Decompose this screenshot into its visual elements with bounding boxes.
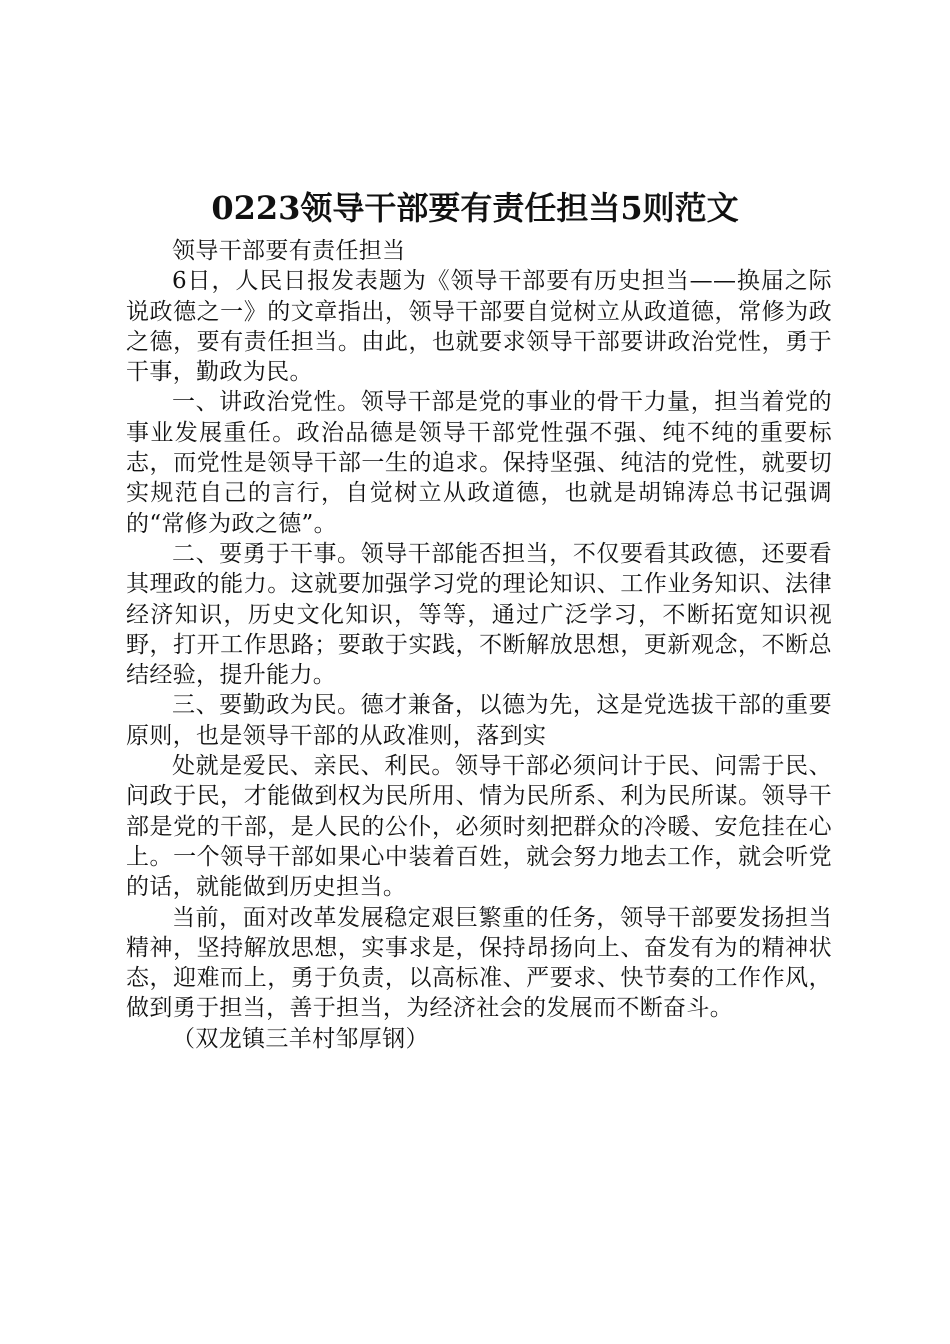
paragraph-point-three-continued: 处就是爱民、亲民、利民。领导干部必须问计于民、问需于民、问政于民，才能做到权为民所用、情为民所系、利为民所谋。领导干部是党的干部，是人民的公仆，必须时刻把群众的冷暖、安危挂在心上。一个领导干部如果心中装着百姓，就会努力地去工作，就会听党的话，就能做到历史担当。 [126, 753, 832, 901]
paragraph-subtitle: 领导干部要有责任担当 [172, 238, 406, 264]
paragraph-conclusion: 当前，面对改革发展稳定艰巨繁重的任务，领导干部要发扬担当精神，坚持解放思想，实事求是，保持昂扬向上、奋发有为的精神状态，迎难而上，勇于负责，以高标准、严要求、快节奏的工作作风，做到勇于担当，善于担当，为经济社会的发展而不断奋斗。 [126, 904, 832, 1022]
paragraph-point-three: 三、要勤政为民。德才兼备，以德为先，这是党选拔干部的重要原则，也是领导干部的从政准则，落到实 [126, 692, 832, 749]
paragraph-author: （双龙镇三羊村邹厚钢） [172, 1025, 429, 1052]
paragraph-intro: 6日，人民日报发表题为《领导干部要有历史担当——换届之际说政德之一》的文章指出，领导干部要自觉树立从政道德，常修为政之德，要有责任担当。由此，也就要求领导干部要讲政治党性，勇于干事，勤政为民。 [126, 268, 832, 386]
document-title: 0223领导干部要有责任担当5则范文 [211, 189, 739, 227]
paragraph-point-one: 一、讲政治党性。领导干部是党的事业的骨干力量，担当着党的事业发展重任。政治品德是领导干部党性强不强、纯不纯的重要标志，而党性是领导干部一生的追求。保持坚强、纯洁的党性，就要切实规范自己的言行，自觉树立从政道德，也就是胡锦涛总书记强调的“常修为政之德”。 [126, 389, 832, 537]
paragraph-point-two: 二、要勇于干事。领导干部能否担当，不仅要看其政德，还要看其理政的能力。这就要加强学习党的理论知识、工作业务知识、法律经济知识，历史文化知识，等等，通过广泛学习，不断拓宽知识视野，打开工作思路；要敢于实践，不断解放思想，更新观念，不断总结经验，提升能力。 [126, 540, 832, 689]
document-body [126, 236, 832, 1054]
